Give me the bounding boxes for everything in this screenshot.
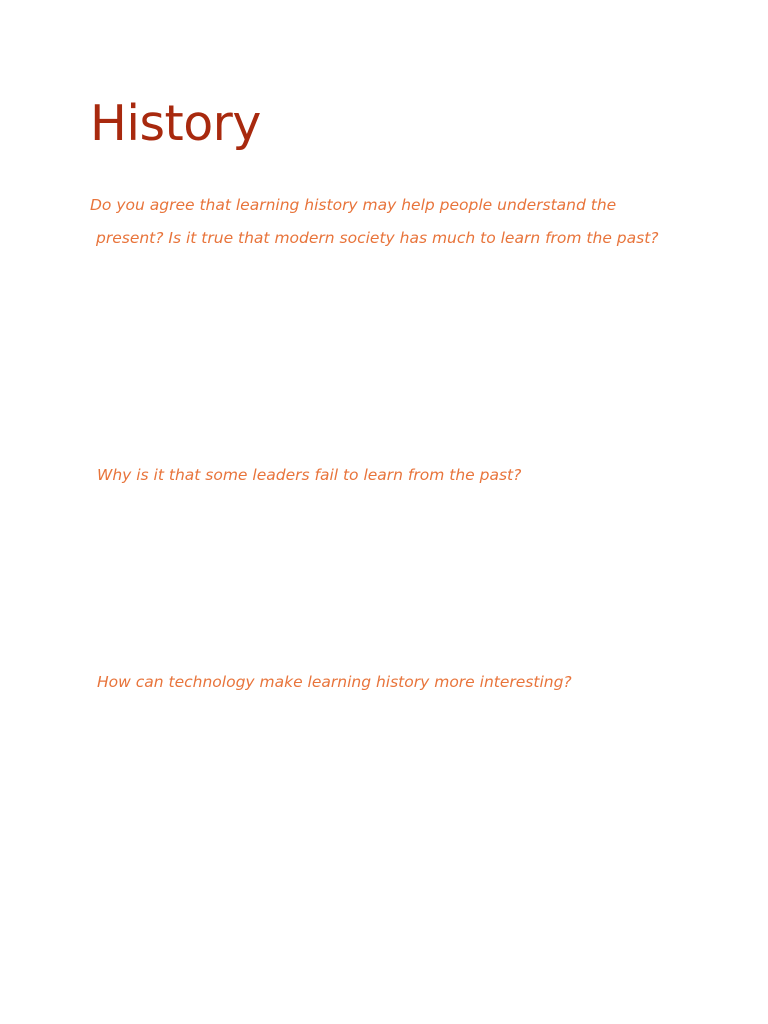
question-2-line-1: Why is it that some leaders fail to learn from the past? [97, 466, 522, 484]
question-1-line-1: Do you agree that learning history may help people understand the [90, 196, 617, 214]
question-3 [97, 666, 572, 699]
question-1-line-2: present? Is it true that modern society has much to learn from the past? [96, 229, 659, 247]
question-2 [97, 459, 521, 492]
question-3-line-1: How can technology make learning history more interesting? [97, 673, 572, 691]
page-title: History [90, 95, 261, 152]
question-1 [90, 189, 659, 255]
